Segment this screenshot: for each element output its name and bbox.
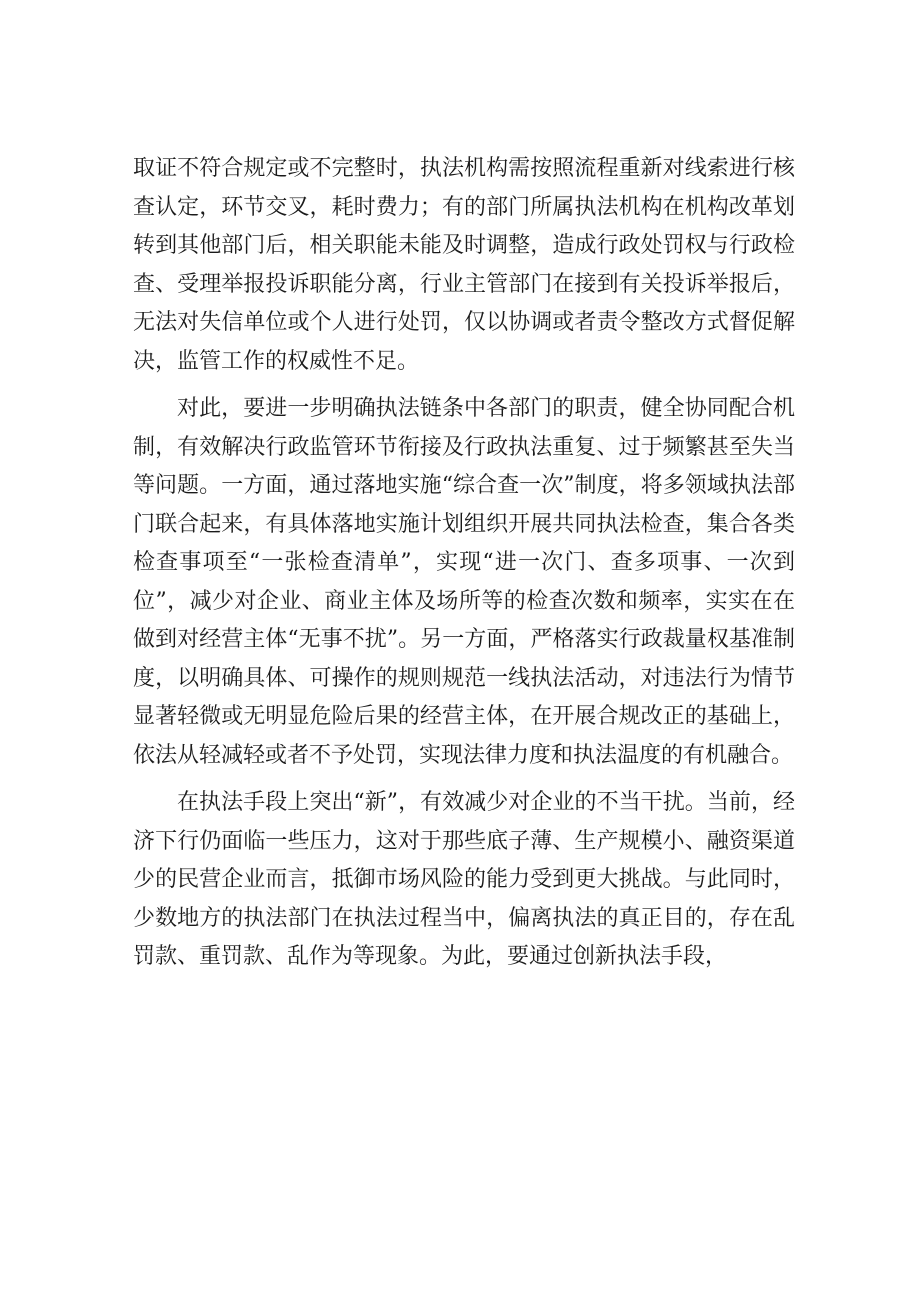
paragraph-3: 在执法手段上突出“新”，有效减少对企业的不当干扰。当前，经济下行仍面临一些压力，这对于那些底子薄、生产规模小、融资渠道少的民营企业而言，抵御市场风险的能力受到更大挑战。与此同时，少数地方的执法部门在执法过程当中，偏离执法的真正目的，存在乱罚款、重罚款、乱作为等现象。为此，要通过创新执法手段， <box>133 790 795 969</box>
document-body <box>133 150 795 977</box>
paragraph-1: 取证不符合规定或不完整时，执法机构需按照流程重新对线索进行核查认定，环节交叉，耗时费力；有的部门所属执法机构在机构改革划转到其他部门后，相关职能未能及时调整，造成行政处罚权与行政检查、受理举报投诉职能分离，行业主管部门在接到有关投诉举报后，无法对失信单位或个人进行处罚，仅以协调或者责令整改方式督促解决，监管工作的权威性不足。 <box>133 156 795 374</box>
paragraph-2: 对此，要进一步明确执法链条中各部门的职责，健全协同配合机制，有效解决行政监管环节衔接及行政执法重复、过于频繁甚至失当等问题。一方面，通过落地实施“综合查一次”制度，将多领域执法部门联合起来，有具体落地实施计划组织开展共同执法检查，集合各类检查事项至“一张检查清单”，实现“进一次门、查多项事、一次到位”，减少对企业、商业主体及场所等的检查次数和频率，实实在在做到对经营主体“无事不扰”。另一方面，严格落实行政裁量权基准制度，以明确具体、可操作的规则规范一线执法活动，对违法行为情节显著轻微或无明显危险后果的经营主体，在开展合规改正的基础上，依法从轻减轻或者不予处罚，实现法律力度和执法温度的有机融合。 <box>133 396 795 768</box>
